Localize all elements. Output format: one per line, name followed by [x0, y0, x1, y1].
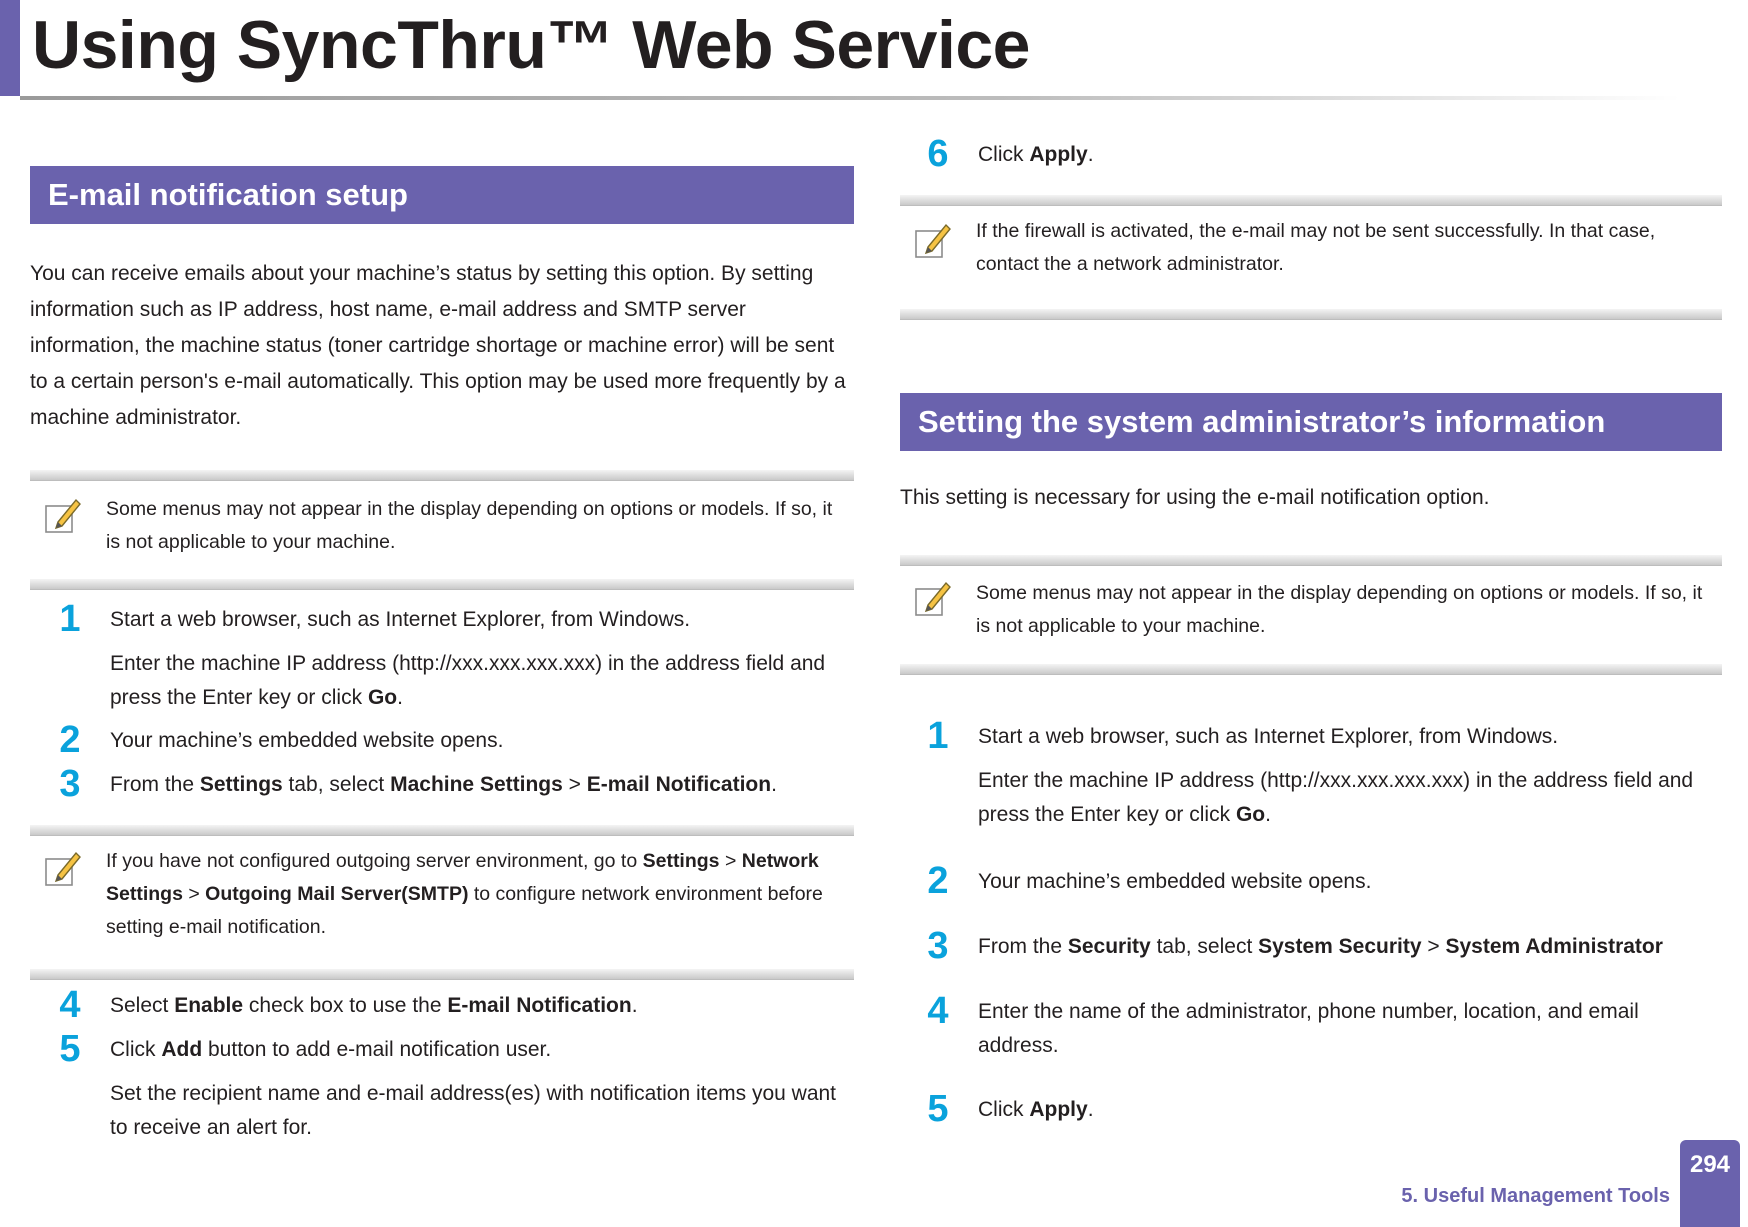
step-number: 5 — [927, 1088, 949, 1130]
step-text: Your machine’s embedded website opens. — [978, 870, 1372, 893]
step-number: 4 — [59, 984, 81, 1026]
note-pencil-icon — [44, 847, 82, 887]
step-number: 6 — [927, 133, 949, 175]
right-step-4 — [920, 990, 1722, 1065]
step-text: Click Apply. — [978, 1098, 1094, 1121]
email-notification-intro: You can receive emails about your machine’s status by setting this option. By setting information such as IP address, host name, e-mail address and SMTP server information, the machine status (toner cartridge shortage or machine error) will be sent to a certain person's e-mail automatically. This option may be used more frequently by a machine administrator. — [30, 262, 846, 429]
right-step-3 — [920, 925, 1722, 967]
step-text: Click Add button to add e-mail notification user. — [110, 1038, 552, 1061]
note-text: Some menus may not appear in the display depending on options or models. If so, it is not applicable to your machine. — [976, 582, 1703, 637]
left-step-1 — [52, 598, 854, 713]
footer-chapter-label: 5. Useful Management Tools — [1401, 1185, 1670, 1207]
note-text: If you have not configured outgoing server environment, go to Settings > Network Settings > Outgoing Mail Server(SMTP) to configure network environment before setting e-mail notification. — [106, 850, 823, 938]
note-rule-bottom — [900, 309, 1722, 320]
note-smtp-configuration — [30, 825, 854, 980]
step-number: 3 — [59, 763, 81, 805]
left-step-5 — [52, 1028, 854, 1163]
step-number: 2 — [59, 719, 81, 761]
section-header-email-notification: E-mail notification setup — [30, 166, 854, 224]
step-number: 1 — [59, 598, 81, 640]
left-step-4 — [52, 984, 854, 1026]
note-rule-bottom — [900, 664, 1722, 675]
note-rule-bottom — [30, 969, 854, 980]
right-step-1 — [920, 715, 1722, 830]
right-step-6 — [920, 133, 1720, 175]
note-menus-availability — [30, 470, 854, 590]
note-rule-top — [900, 195, 1722, 206]
step-number: 5 — [59, 1028, 81, 1070]
step-number: 3 — [927, 925, 949, 967]
note-text: Some menus may not appear in the display depending on options or models. If so, it is not applicable to your machine. — [106, 498, 833, 553]
right-step-2 — [920, 860, 1722, 902]
step-text: Your machine’s embedded website opens. — [110, 729, 504, 752]
step-text: Set the recipient name and e-mail address(es) with notification items you want to receive an alert for. — [110, 1082, 837, 1139]
step-text: Enter the name of the administrator, phone number, location, and email address. — [978, 1000, 1639, 1057]
header-accent-bar — [0, 0, 20, 96]
left-step-2 — [52, 719, 854, 761]
step-number: 2 — [927, 860, 949, 902]
step-text: From the Settings tab, select Machine Settings > E-mail Notification. — [110, 773, 777, 796]
step-text: Start a web browser, such as Internet Explorer, from Windows. — [110, 608, 691, 631]
title-rule — [20, 96, 1680, 100]
note-firewall — [900, 195, 1722, 320]
page-title: Using SyncThru™ Web Service — [32, 7, 1030, 83]
note-rule-bottom — [30, 579, 854, 590]
page-number-badge: 294 — [1680, 1140, 1740, 1227]
note-rule-top — [30, 825, 854, 836]
note-text: If the firewall is activated, the e-mail may not be sent successfully. In that case, contact the a network administrator. — [976, 220, 1656, 275]
step-text: Click Apply. — [978, 143, 1094, 166]
note-pencil-icon — [914, 219, 952, 259]
note-menus-availability — [900, 555, 1722, 675]
note-pencil-icon — [44, 494, 82, 534]
note-rule-top — [30, 470, 854, 481]
left-step-3 — [52, 763, 854, 805]
right-step-5 — [920, 1088, 1722, 1130]
step-number: 1 — [927, 715, 949, 757]
step-text: Start a web browser, such as Internet Explorer, from Windows. — [978, 725, 1559, 748]
step-text: Enter the machine IP address (http://xxx.xxx.xxx.xxx) in the address field and press the Enter key or click Go. — [978, 769, 1694, 826]
section-header-system-administrator: Setting the system administrator’s information — [900, 393, 1722, 451]
step-text: From the Security tab, select System Security > System Administrator — [978, 935, 1663, 958]
system-administrator-intro: This setting is necessary for using the e-mail notification option. — [900, 486, 1490, 509]
note-rule-top — [900, 555, 1722, 566]
step-number: 4 — [927, 990, 949, 1032]
note-pencil-icon — [914, 577, 952, 617]
step-text: Enter the machine IP address (http://xxx.xxx.xxx.xxx) in the address field and press the Enter key or click Go. — [110, 652, 826, 709]
step-text: Select Enable check box to use the E-mail Notification. — [110, 994, 638, 1017]
